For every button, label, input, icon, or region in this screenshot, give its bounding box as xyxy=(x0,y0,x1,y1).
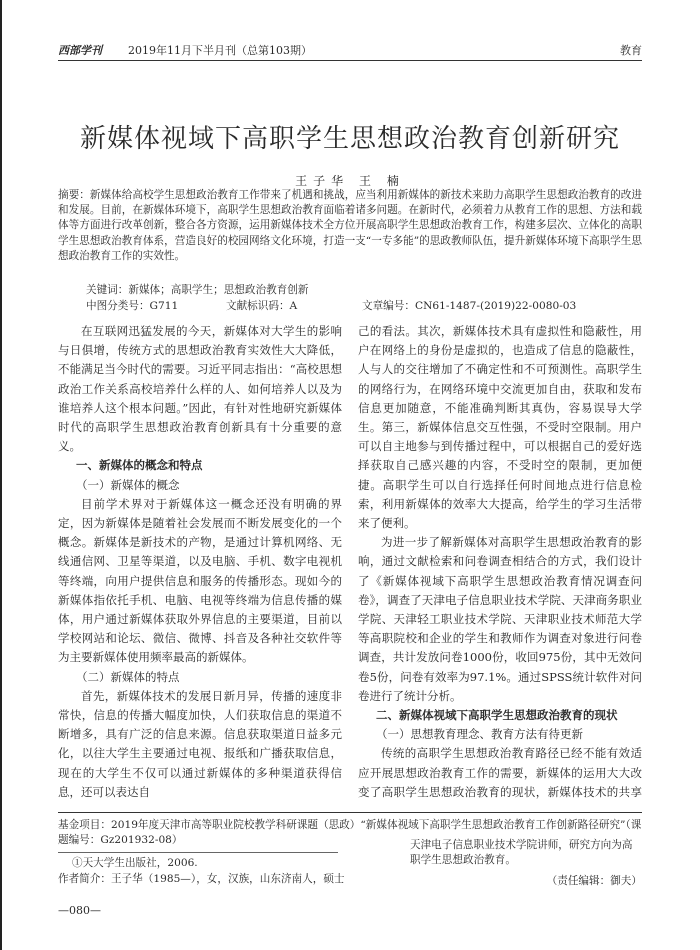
section-heading: 二、新媒体视域下高职学生思想政治教育的现状 xyxy=(376,708,618,723)
footnote-marker: ①天大学生出版社，2006. xyxy=(72,857,198,869)
header-rule xyxy=(58,60,642,61)
clc-number: 中图分类号：G711 xyxy=(86,300,179,312)
body-paragraph: 在互联网迅猛发展的今天，新媒体对大学生的影响与日俱增，传统方式的思想政治教育实效性大大降低，不能满足当今时代的需要。习近平同志指出：“高校思想政治工作关系高校培养什么样的人、如何培养人以及为谁培养人这个根本问题。”因此，有针对性地研究新媒体时代的高职学生思想政治教育创新具有十分重要的意义。 xyxy=(58,324,342,454)
page-edge-line xyxy=(0,0,2,950)
page-number: —080— xyxy=(58,904,101,917)
body-column-left xyxy=(58,322,342,802)
body-paragraph: 己的看法。其次，新媒体技术具有虚拟性和隐蔽性，用户在网络上的身份是虚拟的，也造成了信息的隐蔽性，人与人的交往增加了不确定性和不可预测性。高职学生的网络行为，在网络环境中交流更加自由，获取和发布信息更加随意，不能准确判断其真伪，容易误导大学生。第三，新媒体信息交互性强，不受时空限制。用户可以自主地参与到传播过程中，可以根据自己的爱好选择获取自己感兴趣的内容，不受时空的限制，更加便捷。高职学生可以自行选择任何时间地点进行信息检索，利用新媒体的效率大大提高，给学生的学习生活带来了便利。 xyxy=(358,324,642,531)
author-intro-continued: 天津电子信息职业技术学院讲师，研究方向为高职学生思想政治教育。 xyxy=(410,839,633,866)
issue-info: 2019年11月下半月刊（总第103期） xyxy=(128,44,312,57)
body-paragraph: 目前学术界对于新媒体这一概念还没有明确的界定，因为新媒体是随着社会发展而不断发展变化的一个概念。新媒体是新技术的产物，是通过计算机网络、无线通信网、卫星等渠道，以及电脑、手机、数字电视机等终端，向用户提供信息和服务的传播形态。现如今的新媒体指依托手机、电脑、电视等终端为信息传播的媒体，用户通过新媒体获取外界信息的主要渠道，目前以学校网站和论坛、微信、微博、抖音及各种社交软件等为主要新媒体使用频率最高的新媒体。 xyxy=(58,496,342,665)
article-id: 文章编号：CN61-1487-(2019)22-0080-03 xyxy=(362,300,577,312)
article-authors: 王子华 王 楠 xyxy=(295,174,405,188)
body-column-right xyxy=(358,322,642,802)
subsection-heading: （一）思想教育理念、教育方法有待更新 xyxy=(376,727,583,742)
keywords: 关键词：新媒体；高职学生；思想政治教育创新 xyxy=(86,284,309,296)
document-code: 文献标识码：A xyxy=(226,300,298,312)
fund-note: 基金项目：2019年度天津市高等职业院校教学科研课题（思政）“新媒体视域下高职学生思想政治教育工作创新路径研究”（课题编号：Gz201932-08） xyxy=(58,819,642,846)
responsible-editor: （责任编辑：御夫） xyxy=(546,875,642,887)
abstract: 摘要：新媒体给高校学生思想政治教育工作带来了机遇和挑战，应当利用新媒体的新技术来助力高职学生思想政治教育的改进和发展。目前，在新媒体环境下，高职学生思想政治教育面临着诸多问题。在新时代，必须着力从教育工作的思想、方法和载体等方面进行改革创新，整合各方资源，运用新媒体技术全方位开展高职学生思想政治教育工作，构建多层次、立体化的高职学生思想政治教育体系，营造良好的校园网络文化环境，打造一支“一专多能”的思政教师队伍，提升新媒体环境下高职学生思想政治教育工作的实效性。 xyxy=(58,189,642,262)
journal-name: 西部学刊 xyxy=(58,44,102,57)
subsection-heading: （一）新媒体的概念 xyxy=(76,477,180,492)
section-label: 教育 xyxy=(620,44,642,57)
footnote-divider xyxy=(58,852,338,853)
footnote-rule xyxy=(58,812,642,813)
body-paragraph: 为进一步了解新媒体对高职学生思想政治教育的影响，通过文献检索和问卷调查相结合的方式，我们设计了《新媒体视域下高职学生思想政治教育情况调查问卷》，调查了天津电子信息职业技术学院、天津商务职业学院、天津轻工职业技术学院、天津职业技术师范大学等高职院校和企业的学生和教师作为调查对象进行问卷调查，共计发放问卷1000份，收回975份，其中无效问卷5份，问卷有效率为97.1%。通过SPSS统计软件对问卷进行了统计分析。 xyxy=(358,535,642,703)
subsection-heading: （二）新媒体的特点 xyxy=(76,669,180,684)
body-paragraph: 传统的高职学生思想政治教育路径已经不能有效适应开展思想政治教育工作的需要，新媒体的运用大大改变了高职学生思想政治教育的现状，新媒体技术的共享 xyxy=(358,746,642,799)
article-title: 新媒体视域下高职学生思想政治教育创新研究 xyxy=(79,124,620,154)
body-paragraph: 首先，新媒体技术的发展日新月异，传播的速度非常快，信息的传播大幅度加快，人们获取信息的渠道不断增多，具有广泛的信息来源。信息获取渠道日益多元化，以往大学生主要通过电视、报纸和广播获取信息，现在的大学生不仅可以通过新媒体的多种渠道获得信息，还可以表达自 xyxy=(58,688,342,799)
author-intro: 作者简介：王子华（1985—），女，汉族，山东济南人，硕士 xyxy=(58,873,345,885)
section-heading: 一、新媒体的概念和特点 xyxy=(76,458,203,473)
